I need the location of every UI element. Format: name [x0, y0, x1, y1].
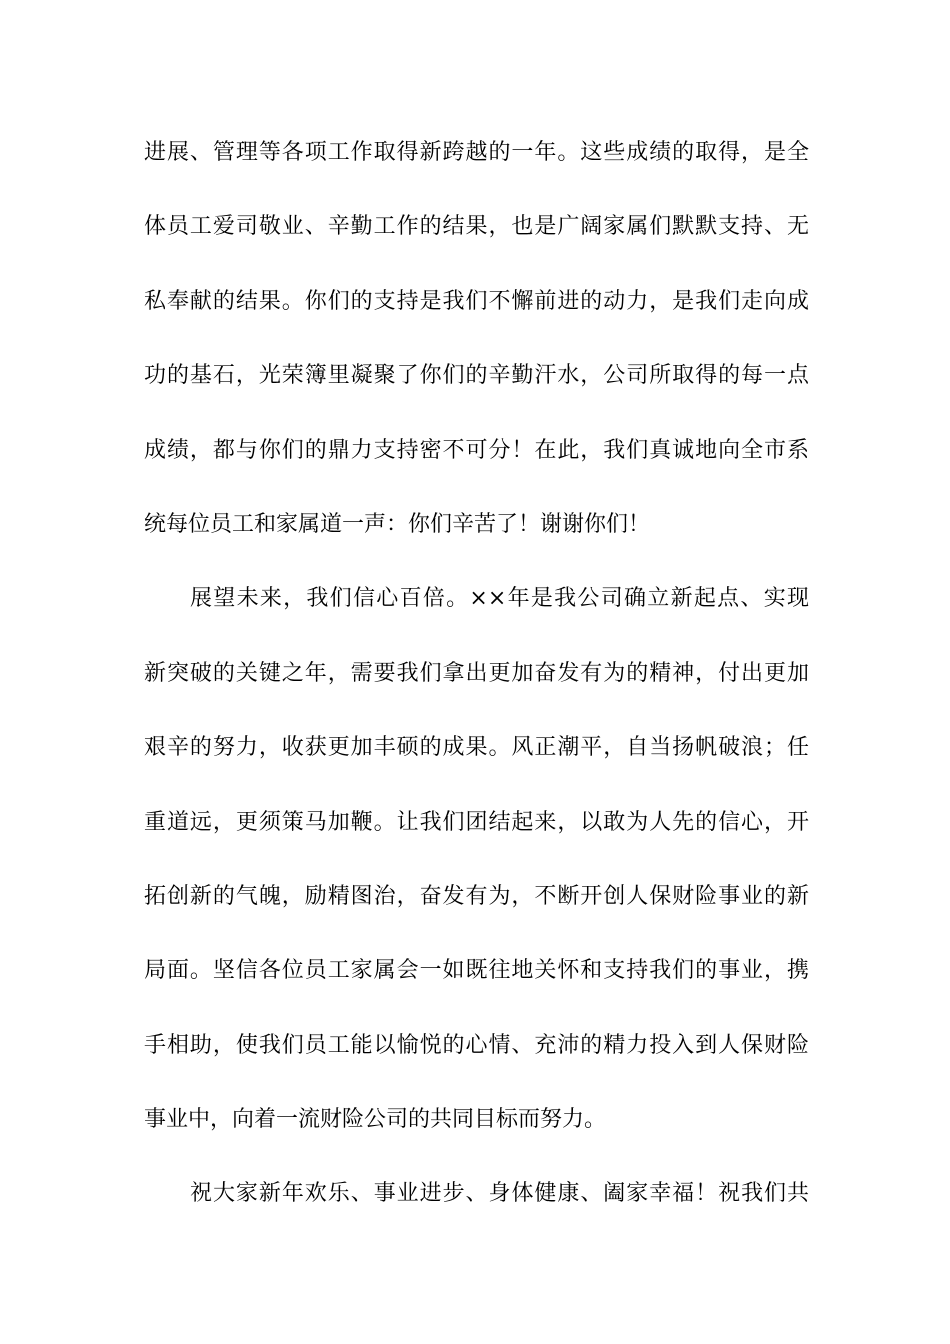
text-line: 体员工爱司敬业、辛勤工作的结果，也是广阔家属们默默支持、无: [144, 214, 809, 240]
text-line: 祝大家新年欢乐、事业进步、身体健康、阖家幸福！祝我们共: [190, 1181, 809, 1207]
text-line: 手相助，使我们员工能以愉悦的心情、充沛的精力投入到人保财险: [144, 1032, 809, 1058]
text-line: 私奉献的结果。你们的支持是我们不懈前进的动力，是我们走向成: [144, 288, 809, 314]
text-line: 局面。坚信各位员工家属会一如既往地关怀和支持我们的事业，携: [144, 958, 809, 984]
text-line: 统每位员工和家属道一声：你们辛苦了！谢谢你们！: [144, 511, 651, 537]
letter-body: [144, 116, 809, 1232]
text-line: 进展、管理等各项工作取得新跨越的一年。这些成绩的取得，是全: [144, 140, 809, 165]
text-line: 重道远，更须策马加鞭。让我们团结起来，以敢为人先的信心，开: [144, 809, 809, 835]
text-line: 事业中，向着一流财险公司的共同目标而努力。: [144, 1107, 607, 1133]
text-line: 成绩，都与你们的鼎力支持密不可分！在此，我们真诚地向全市系: [144, 437, 809, 463]
text-line: 功的基石，光荣簿里凝聚了你们的辛勤汗水，公司所取得的每一点: [144, 363, 809, 389]
text-line: 艰辛的努力，收获更加丰硕的成果。风正潮平，自当扬帆破浪；任: [144, 735, 809, 761]
text-line: 展望未来，我们信心百倍。××年是我公司确立新起点、实现: [190, 586, 809, 612]
text-line: 拓创新的气魄，励精图治，奋发有为，不断开创人保财险事业的新: [144, 883, 809, 909]
text-line: 新突破的关键之年，需要我们拿出更加奋发有为的精神，付出更加: [144, 660, 809, 686]
